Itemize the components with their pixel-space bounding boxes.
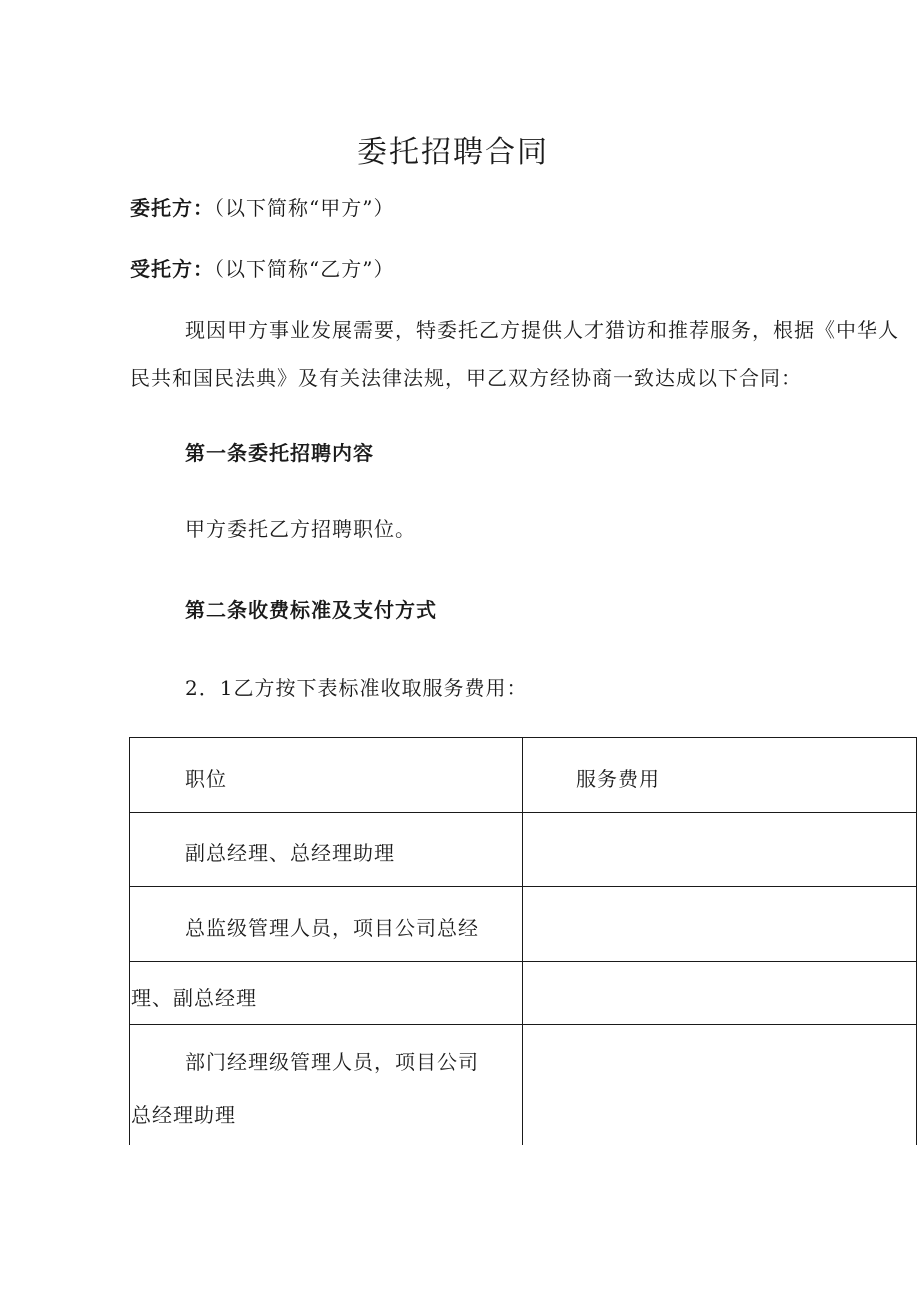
party-b-note: （以下简称“乙方”） xyxy=(214,257,395,281)
document-title: 委托招聘合同 xyxy=(357,135,549,170)
party-a-label: 委托方： xyxy=(130,196,214,220)
article-2-heading: 第二条收费标准及支付方式 xyxy=(185,598,437,622)
intro-line-1: 现因甲方事业发展需要，特委托乙方提供人才猎访和推荐服务，根据《中华人 xyxy=(185,318,899,342)
table-cell-position-continued: 总经理助理 xyxy=(131,1103,236,1127)
article-1-heading: 第一条委托招聘内容 xyxy=(185,441,374,465)
table-border-right xyxy=(916,737,917,1145)
table-cell-position: 部门经理级管理人员，项目公司 xyxy=(185,1050,479,1074)
party-a-note: （以下简称“甲方”） xyxy=(214,196,395,220)
table-row-divider xyxy=(129,961,917,962)
table-row-divider xyxy=(129,812,917,813)
fee-table xyxy=(129,737,917,1145)
table-cell-position-continued: 理、副总经理 xyxy=(131,986,257,1010)
article-1-body: 甲方委托乙方招聘职位。 xyxy=(185,517,416,541)
table-column-divider xyxy=(522,737,523,1145)
table-row-divider xyxy=(129,886,917,887)
table-border-top xyxy=(129,737,917,738)
intro-line-2: 民共和国民法典》及有关法律法规，甲乙双方经协商一致达成以下合同： xyxy=(130,366,802,390)
table-cell-position: 总监级管理人员，项目公司总经 xyxy=(185,916,479,940)
table-cell-position: 副总经理、总经理助理 xyxy=(185,841,395,865)
table-border-left xyxy=(129,737,130,1145)
table-header-fee: 服务费用 xyxy=(576,767,660,791)
party-b-line xyxy=(130,253,394,282)
table-header-position: 职位 xyxy=(185,767,227,791)
clause-2-1: 2．1乙方按下表标准收取服务费用： xyxy=(185,676,528,700)
party-b-label: 受托方： xyxy=(130,257,214,281)
table-row-divider xyxy=(129,1024,917,1025)
party-a-line xyxy=(130,192,394,221)
